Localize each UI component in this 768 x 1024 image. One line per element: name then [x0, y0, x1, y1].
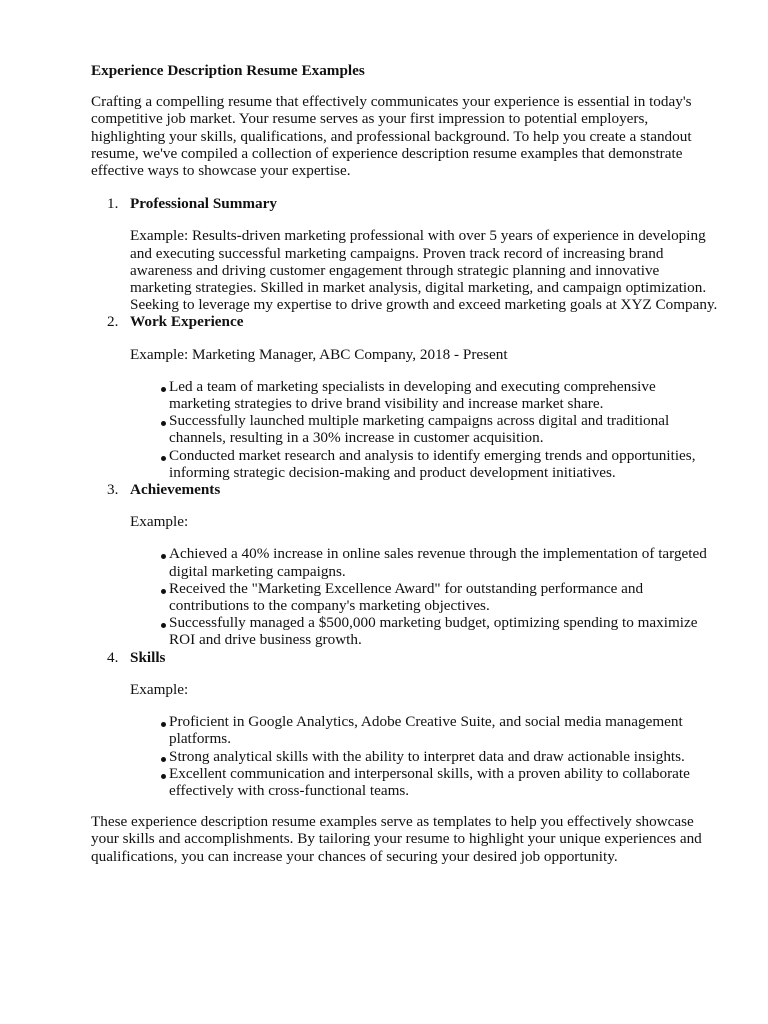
bullet-item: Conducted market research and analysis to identify emerging trends and opportunities, informing strategic decision-making and product development initiatives.	[169, 447, 721, 481]
section-example: Example:	[130, 680, 189, 698]
section-professional-summary	[130, 195, 721, 313]
bullet-item: Successfully launched multiple marketing campaigns across digital and traditional channels, resulting in a 30% increase in customer acquisition.	[169, 412, 721, 446]
section-achievements	[130, 481, 721, 649]
section-example: Example: Results-driven marketing professional with over 5 years of experience in developing and executing successful marketing campaigns. Proven track record of increasing brand awareness and driving customer engagement through strategic planning and innovative marketing strategies. Skilled in market analysis, digital marketing, and campaign optimization. Seeking to leverage my expertise to drive growth and exceed marketing goals at XYZ Company.	[130, 227, 718, 314]
conclusion-paragraph: These experience description resume examples serve as templates to help you effectively showcase your skills and accomplishments. By tailoring your resume to highlight your unique experiences and qualifications, you can increase your chances of securing your desired job opportunity.	[91, 813, 702, 865]
section-heading: Work Experience	[130, 313, 244, 331]
section-work-experience	[130, 313, 721, 481]
section-skills	[130, 649, 721, 799]
bullet-item: Led a team of marketing specialists in developing and executing comprehensive marketing strategies to drive brand visibility and increase market share.	[169, 378, 721, 412]
document-title: Experience Description Resume Examples	[91, 62, 365, 79]
bullet-list	[130, 378, 721, 481]
section-heading: Skills	[130, 648, 166, 666]
section-heading: Achievements	[130, 481, 221, 499]
bullet-item: Received the "Marketing Excellence Award" for outstanding performance and contributions to the company's marketing objectives.	[169, 580, 721, 614]
section-example: Example:	[130, 513, 189, 531]
bullet-list	[130, 545, 721, 648]
bullet-item: Achieved a 40% increase in online sales revenue through the implementation of targeted digital marketing campaigns.	[169, 545, 721, 579]
section-heading: Professional Summary	[130, 195, 277, 213]
sections-list	[91, 195, 721, 799]
bullet-list	[130, 713, 721, 799]
bullet-item: Excellent communication and interpersonal skills, with a proven ability to collaborate effectively with cross-functional teams.	[169, 765, 721, 799]
intro-paragraph: Crafting a compelling resume that effectively communicates your experience is essential in today's competitive job market. Your resume serves as your first impression to potential employers, highlighting your skills, qualifications, and professional background. To help you create a standout resume, we've compiled a collection of experience description resume examples that demonstrate effective ways to showcase your expertise.	[91, 93, 692, 180]
section-example: Example: Marketing Manager, ABC Company, 2018 - Present	[130, 345, 508, 363]
document-page	[91, 62, 721, 865]
bullet-item: Successfully managed a $500,000 marketing budget, optimizing spending to maximize ROI and drive business growth.	[169, 614, 721, 648]
bullet-item: Strong analytical skills with the ability to interpret data and draw actionable insights.	[169, 748, 721, 765]
bullet-item: Proficient in Google Analytics, Adobe Creative Suite, and social media management platforms.	[169, 713, 721, 747]
